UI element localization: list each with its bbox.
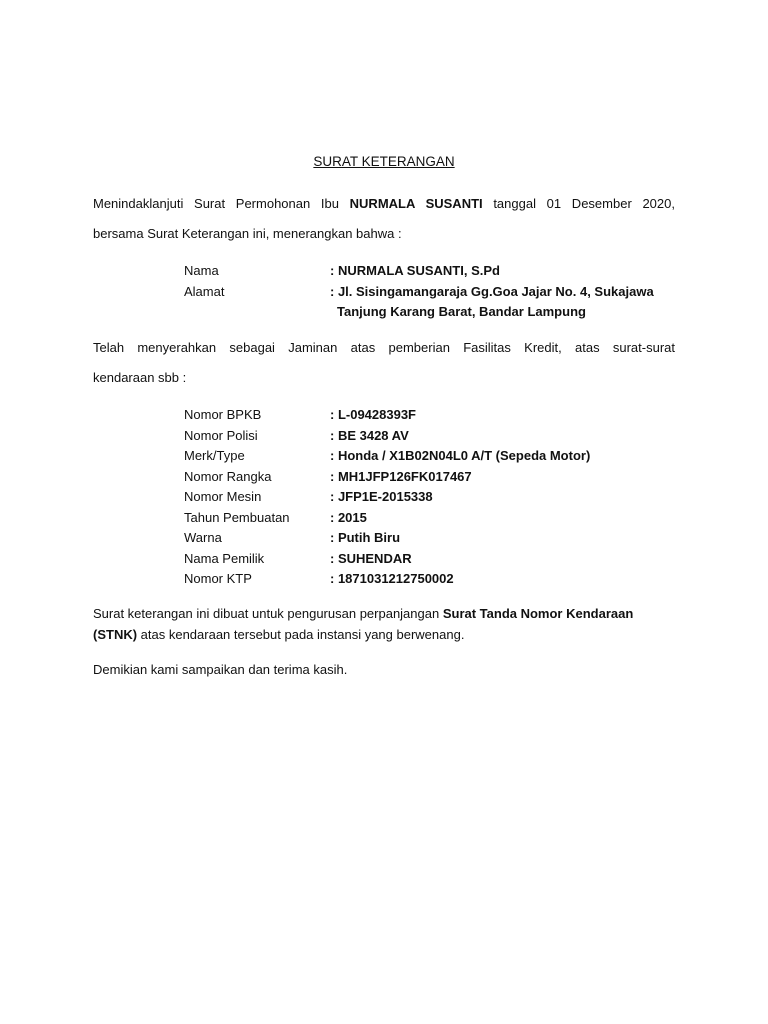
field-label: Nama Pemilik [184, 550, 265, 566]
vehicle-field-row [184, 549, 704, 570]
applicant-name: NURMALA SUSANTI [349, 196, 483, 211]
field-label: Alamat [184, 283, 225, 299]
field-value: : Jl. Sisingamangaraja Gg.Goa Jajar No. 4, Sukajawa [330, 283, 654, 299]
field-value: : L-09428393F [330, 407, 416, 422]
field-value: : SUHENDAR [330, 550, 412, 566]
purpose-bold-1: Surat Tanda Nomor Kendaraan [442, 606, 634, 621]
purpose-bold-2: (STNK) [93, 626, 138, 642]
field-value: : JFP1E-2015338 [330, 489, 433, 504]
field-label: Merk/Type [184, 448, 245, 463]
intro-text-1: Menindaklanjuti Surat Permohonan Ibu [93, 196, 350, 211]
vehicle-field-row [184, 426, 704, 447]
vehicle-field-row [184, 508, 704, 529]
intro-line-2: bersama Surat Keterangan ini, menerangkan bahwa : [93, 226, 402, 241]
jaminan-line-2: kendaraan sbb : [93, 370, 187, 385]
vehicle-field-row [184, 569, 704, 590]
field-label: Nomor Polisi [184, 427, 258, 443]
document-title: SURAT KETERANGAN [313, 154, 455, 169]
vehicle-fields [184, 405, 704, 590]
jaminan-paragraph [93, 333, 675, 393]
intro-line-1 [93, 189, 675, 219]
field-value-continued: Tanjung Karang Barat, Bandar Lampung [337, 304, 586, 319]
field-row-alamat-cont [184, 302, 704, 323]
vehicle-field-row [184, 467, 704, 488]
vehicle-field-row [184, 446, 704, 467]
field-value: : 2015 [330, 509, 367, 525]
field-row-alamat [184, 282, 704, 303]
field-value: : Honda / X1B02N04L0 A/T (Sepeda Motor) [330, 448, 591, 463]
purpose-line-2 [93, 625, 675, 646]
intro-text-2: tanggal 01 Desember 2020, [482, 196, 675, 211]
intro-paragraph [93, 189, 675, 249]
field-label: Nomor KTP [184, 571, 252, 586]
field-label: Nama [184, 263, 219, 278]
purpose-text-1: Surat keterangan ini dibuat untuk pengurusan perpanjangan [93, 606, 443, 621]
field-value: : NURMALA SUSANTI, S.Pd [330, 263, 500, 278]
jaminan-line-1: Telah menyerahkan sebagai Jaminan atas pemberian Fasilitas Kredit, atas surat-surat [93, 340, 675, 355]
field-value: : BE 3428 AV [330, 427, 409, 443]
vehicle-field-row [184, 528, 704, 549]
field-label: Nomor BPKB [184, 407, 262, 422]
field-value: : 1871031212750002 [330, 571, 454, 586]
vehicle-field-row [184, 487, 704, 508]
vehicle-field-row [184, 405, 704, 426]
field-row-nama [184, 261, 704, 282]
purpose-line-1 [93, 604, 675, 625]
field-label: Nomor Rangka [184, 468, 272, 484]
field-label: Tahun Pembuatan [184, 509, 290, 525]
field-label: Warna [184, 530, 222, 545]
purpose-paragraph [93, 604, 675, 645]
person-fields [184, 261, 704, 323]
field-value: : MH1JFP126FK017467 [330, 468, 472, 484]
closing-paragraph: Demikian kami sampaikan dan terima kasih. [93, 662, 348, 677]
purpose-text-2: atas kendaraan tersebut pada instansi yang berwenang. [137, 626, 465, 642]
field-label: Nomor Mesin [184, 489, 262, 504]
field-value: : Putih Biru [330, 530, 401, 545]
